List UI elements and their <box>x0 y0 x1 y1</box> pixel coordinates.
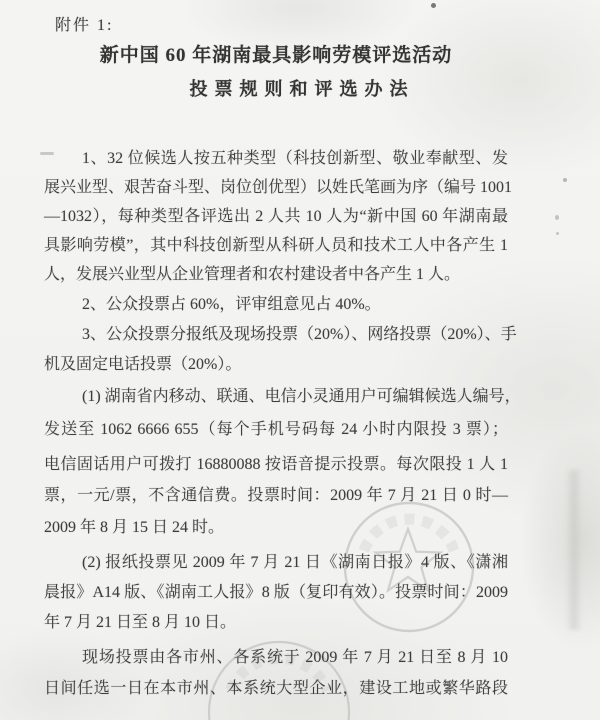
body-line: 3、公众投票分报纸及现场投票（20%）、网络投票（20%）、手 <box>82 326 517 343</box>
document-subtitle: 投票规则和评选办法 <box>189 79 415 99</box>
scan-smudge <box>563 178 567 182</box>
body-line: 具影响劳模”，其中科技创新型从科研人员和技术工人中各产生 1 <box>44 237 508 254</box>
document-title: 新中国 60 年湖南最具影响劳模评选活动 <box>99 45 453 66</box>
body-line: 票，一元/票，不含通信费。投票时间：2009 年 7 月 21 日 0 时— <box>44 487 508 504</box>
body-line: 日间任选一日在本市州、本系统大型企业，建设工地或繁华路段 <box>44 680 508 697</box>
body-line: 1、32 位候选人按五种类型（科技创新型、敬业奉献型、发 <box>82 150 508 167</box>
body-line: 年 7 月 21 日至 8 月 10 日。 <box>44 614 237 631</box>
body-line: (1) 湖南省内移动、联通、电信小灵通用户可编辑候选人编号， <box>82 388 521 405</box>
body-line: (2) 报纸投票见 2009 年 7 月 21 日《湖南日报》4 版、《潇湘 <box>82 554 508 571</box>
scan-smudge <box>555 215 559 220</box>
body-line: 展兴业型、艰苦奋斗型、岗位创优型）以姓氏笔画为序（编号 1001 <box>44 179 513 196</box>
body-line: 2、公众投票占 60%，评审组意见占 40%。 <box>82 296 381 313</box>
body-line: 人，发展兴业型从企业管理者和农村建设者中各产生 1 人。 <box>44 266 461 283</box>
body-line: —1032），每种类型各评选出 2 人共 10 人为“新中国 60 年湖南最 <box>44 208 508 225</box>
attachment-label: 附件 1: <box>55 17 114 34</box>
body-line: 2009 年 8 月 15 日 24 时。 <box>44 519 225 536</box>
body-line: 晨报》A14 版、《湖南工人报》8 版（复印有效）。投票时间：2009 <box>44 584 508 601</box>
body-line: 电信固话用户可拨打 16880088 按语音提示投票。每次限投 1 人 1 <box>44 456 508 473</box>
scan-speck <box>431 3 436 8</box>
body-line: 发送至 1062 6666 655（每个手机号码每 24 小时内限投 3 票）； <box>44 421 508 438</box>
body-line: 现场投票由各市州、各系统于 2009 年 7 月 21 日至 8 月 10 <box>82 649 508 666</box>
body-line: 机及固定电话投票（20%）。 <box>44 356 242 373</box>
scan-smudge <box>556 232 559 235</box>
paper-crease <box>566 470 582 630</box>
